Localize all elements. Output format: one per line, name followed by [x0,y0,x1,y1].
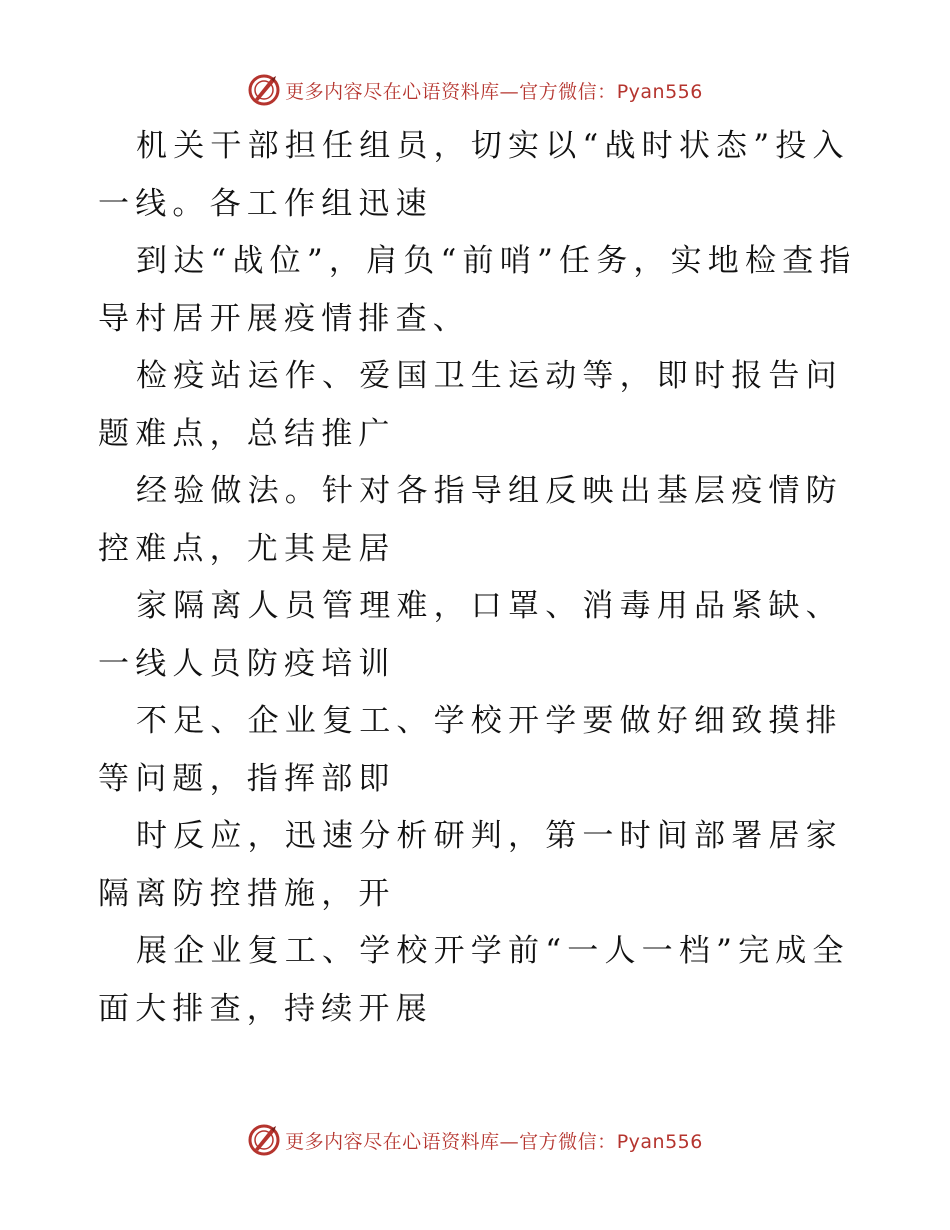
header-watermark-banner [0,70,950,110]
watermark-text [285,1127,703,1154]
body-paragraph: 展企业复工、学校开学前“一人一档”完成全面大排查，持续开展 [98,933,850,1027]
quill-seal-icon [247,1123,281,1157]
body-paragraph: 经验做法。针对各指导组反映出基层疫情防控难点，尤其是居 [98,473,843,567]
watermark-contact-label: 官方微信： [519,1130,617,1153]
watermark-contact-label: 官方微信： [519,80,617,103]
watermark-contact-id: Pyan556 [616,80,703,103]
watermark-brand: 更多内容尽在心语资料库 [285,80,500,103]
body-paragraph: 时反应，迅速分析研判，第一时间部署居家隔离防控措施，开 [98,818,843,912]
body-paragraph: 机关干部担任组员，切实以“战时状态”投入一线。各工作组迅速 [98,128,850,222]
watermark-text [285,77,703,104]
body-paragraph: 检疫站运作、爱国卫生运动等，即时报告问题难点，总结推广 [98,358,843,452]
footer-watermark-banner [0,1120,950,1160]
body-paragraph: 不足、企业复工、学校开学要做好细致摸排等问题，指挥部即 [98,703,843,797]
watermark-dash: — [499,80,520,103]
quill-seal-icon [247,73,281,107]
watermark-dash: — [499,1130,520,1153]
watermark-brand: 更多内容尽在心语资料库 [285,1130,500,1153]
watermark-contact-id: Pyan556 [616,1130,703,1153]
body-paragraph: 到达“战位”，肩负“前哨”任务，实地检查指导村居开展疫情排查、 [98,243,857,337]
body-paragraph: 家隔离人员管理难，口罩、消毒用品紧缺、一线人员防疫培训 [98,588,843,682]
document-body [98,118,858,1038]
